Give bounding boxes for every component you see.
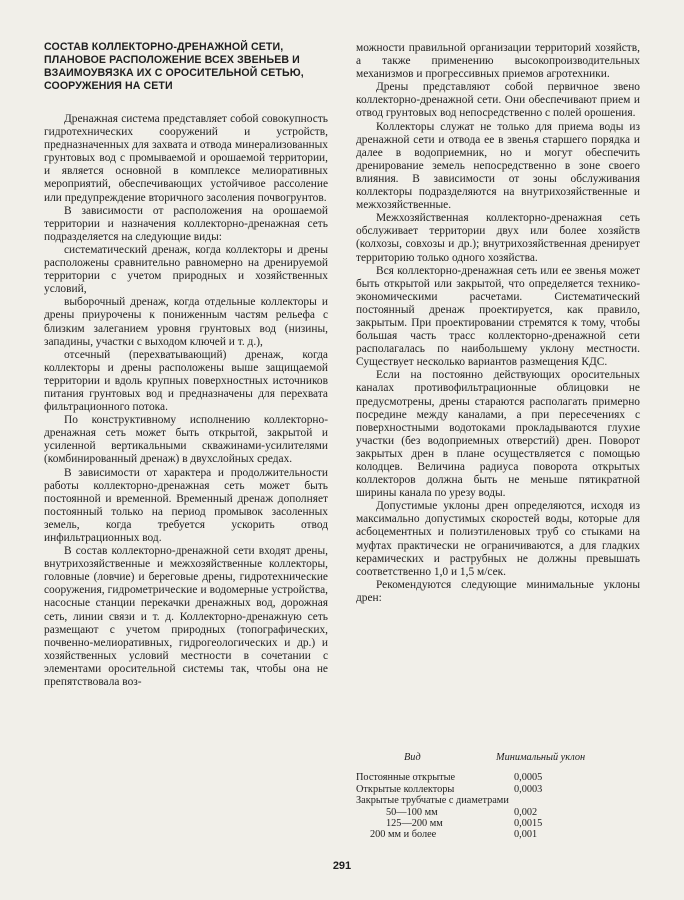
paragraph: Если на постоянно действующих оросительных каналах противофильтрационные облицовки не предусмотрены, дрены стараются располагать примерно посредине между каналами, а при пересечениях с поверхностными водотоками прокладываются глухие участки (без водоприемных отверстий) дрен. Поворот закрытых дрен в плане осуществляется с помощью колодцев. Величина радиуса поворота открытых коллекторов должна быть не меньше пятикратной ширины канала по урезу воды. — [356, 369, 640, 500]
paragraph: отсечный (перехватывающий) дренаж, когда коллекторы и дрены расположены выше защищаемой территории и вдоль крупных поверхностных источников питания грунтовых вод и предназначены для перехвата фильтрационного потока. — [44, 348, 328, 414]
table-row — [356, 784, 640, 795]
paragraph: Межхозяйственная коллекторно-дренажная сеть обслуживает территории двух или более хозяйств (колхозы, совхозы и др.); внутрихозяйственная дренирует территорию только одного хозяйства. — [356, 212, 640, 264]
row-type: 125—200 мм — [386, 818, 443, 830]
paragraph: Рекомендуются следующие минимальные уклоны дрен: — [356, 578, 640, 604]
row-type: 50—100 мм — [386, 806, 438, 818]
table-row — [356, 829, 640, 840]
column-header-type: Вид — [404, 752, 421, 763]
column-header-slope: Минимальный уклон — [496, 752, 586, 763]
paragraph: Дрены представляют собой первичное звено коллекторно-дренажной сети. Они обеспечивают прием и отвод грунтовых вод непосредственно с полей орошения. — [356, 81, 640, 120]
table-header — [356, 752, 640, 763]
row-slope: 0,0003 — [514, 783, 543, 795]
table-row — [356, 772, 640, 783]
paragraph: Дренажная система представляет собой совокупность гидротехнических сооружений и устройств, предназначенных для захвата и отвода минерализованных грунтовых вод с промываемой и орошаемой территории, и является основной в комплексе мелиоративных мероприятий, обеспечивающих устойчивое рассоление или предупреждение вторичного засоления почвогрунтов. — [44, 113, 328, 204]
paragraph: По конструктивному исполнению коллекторно-дренажная сеть может быть открытой, закрытой и усиленной вертикальными скважинами-усилителями (комбинированный дренаж) в двухслойных средах. — [44, 414, 328, 466]
paragraph: Допустимые уклоны дрен определяются, исходя из максимально допустимых скоростей воды, которые для асбоцементных и полиэтиленовых труб со стыками на муфтах практически не ограничиваются, а для гладких керамических и раструбных не должны превышать соответственно 1,0 и 1,5 м/сек. — [356, 500, 640, 578]
paragraph: можности правильной организации территорий хозяйств, а также применению высокопроизводительных механизмов и прогрессивных приемов агротехники. — [356, 42, 640, 81]
right-column — [356, 42, 640, 605]
row-slope: 0,001 — [514, 829, 538, 841]
row-type: Открытые коллекторы — [356, 783, 455, 795]
paragraph: В зависимости от характера и продолжительности работы коллекторно-дренажная сеть может быть постоянной и временной. Временный дренаж дополняет постоянный только на период промывок засоленных земель, когда требуется ускорить отвод инфильтрационных вод. — [44, 466, 328, 544]
table-row — [356, 807, 640, 818]
paragraph: выборочный дренаж, когда отдельные коллекторы и дрены приурочены к пониженным частям рельефа с близким залеганием уровня грунтовых вод (низины, западины, участки с выходом ключей и т. д.), — [44, 296, 328, 348]
row-slope: 0,0015 — [514, 818, 543, 830]
paragraph: В состав коллекторно-дренажной сети входят дрены, внутрихозяйственные и межхозяйственные коллекторы, головные (ловчие) и береговые дрены, гидротехнические сооружения, гидрометрические и водомерные устройства, насосные станции перекачки дренажных вод, дорожная сеть, линии связи и т. д. Коллекторно-дренажную сеть размещают с учетом природных (топографических, почвенно-мелиоративных, гидрогеологических и др.) и хозяйственных условий местности в сочетании с элементами оросительной системы так, чтобы она не препятствовала воз- — [44, 545, 328, 689]
left-column — [44, 113, 328, 689]
paragraph: Вся коллекторно-дренажная сеть или ее звенья может быть открытой или закрытой, что определяется технико-экономическими расчетами. Систематический постоянный дренаж проектируется, как правило, закрытым. При проектировании стремятся к тому, чтобы большая часть трасс коллекторно-дренажной сети располагалась по наибольшему уклону местности. Существует несколько вариантов размещения КДС. — [356, 264, 640, 369]
min-slope-table — [356, 752, 640, 841]
paragraph: В зависимости от расположения на орошаемой территории и назначения коллекторно-дренажная сеть подразделяется на следующие виды: — [44, 204, 328, 243]
row-slope: 0,002 — [514, 806, 538, 818]
subheader-label: Закрытые трубчатые с диаметрами — [356, 795, 509, 807]
paragraph: Коллекторы служат не только для приема воды из дренажной сети и отвода ее в звенья старшего порядка и далее в водоприемник, но и могут обеспечить дренирование земель непосредственно в зоне своего влияния. В зависимости от зоны обслуживания коллекторы подразделяются на внутрихозяйственные и межхозяйственные. — [356, 120, 640, 212]
section-heading: СОСТАВ КОЛЛЕКТОРНО-ДРЕНАЖНОЙ СЕТИ, ПЛАНОВОЕ РАСПОЛОЖЕНИЕ ВСЕХ ЗВЕНЬЕВ И ВЗАИМОУВЯЗКА ИХ С ОРОСИТЕЛЬНОЙ СЕТЬЮ, СООРУЖЕНИЯ НА СЕТИ — [44, 41, 304, 92]
table-subheader — [356, 795, 640, 806]
paragraph: систематический дренаж, когда коллекторы и дрены расположены сравнительно равномерно на дренируемой территории с учетом природных и хозяйственных условий, — [44, 243, 328, 296]
row-type: Постоянные открытые — [356, 772, 456, 784]
table-row — [356, 818, 640, 829]
page-number: 291 — [332, 860, 352, 872]
row-type: 200 мм и более — [370, 829, 437, 841]
row-slope: 0,0005 — [514, 772, 543, 784]
